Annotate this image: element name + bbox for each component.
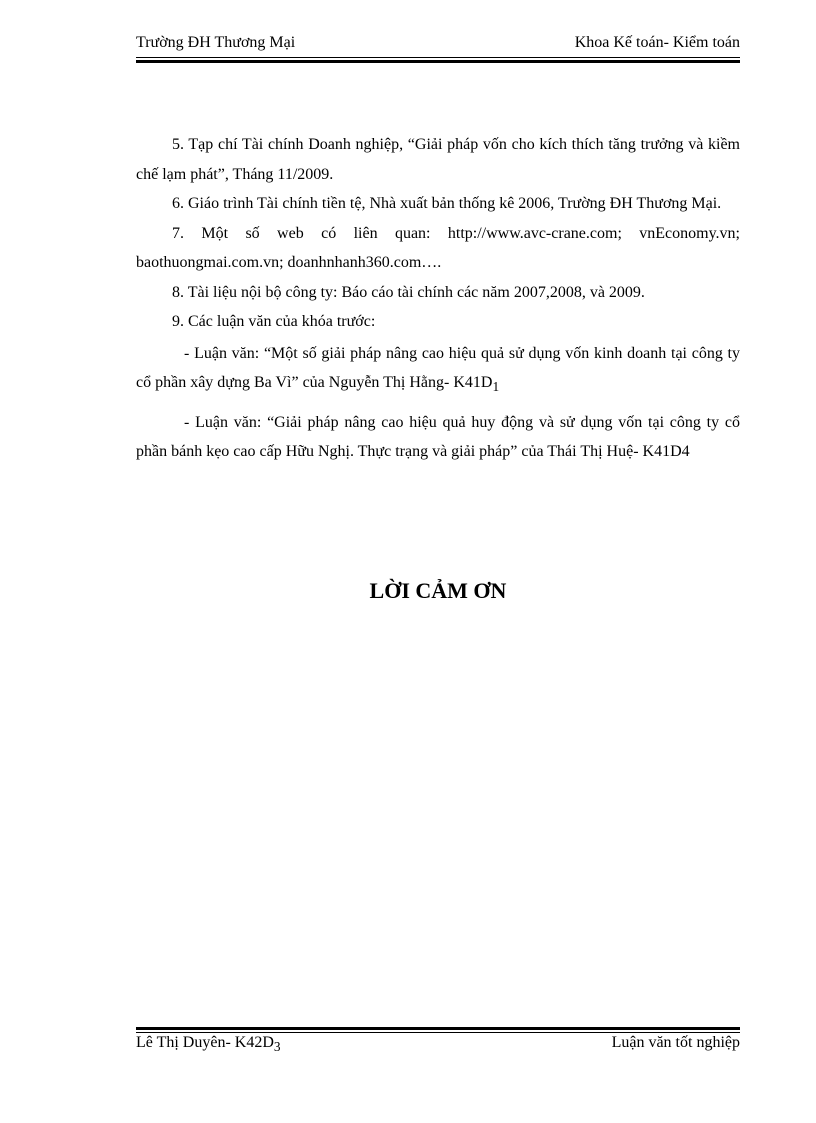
footer-author-text: Lê Thị Duyên- K42D — [136, 1034, 274, 1051]
footer-rule-thick — [136, 1027, 740, 1030]
thesis-item-1-text: - Luận văn: “Một số giải pháp nâng cao hiệu quả sử dụng vốn kinh doanh tại công ty cổ phần xây dựng Ba Vì” của Nguyễn Thị Hằng- K41D — [136, 344, 740, 391]
page-header — [136, 34, 740, 52]
header-department: Khoa Kế toán- Kiểm toán — [574, 34, 740, 51]
page-footer — [136, 1034, 740, 1055]
header-rule-thick — [136, 60, 740, 63]
footer-doc-type: Luận văn tốt nghiệp — [611, 1034, 740, 1051]
thesis-item-2: - Luận văn: “Giải pháp nâng cao hiệu quả huy động và sử dụng vốn tại công ty cổ phần bánh kẹo cao cấp Hữu Nghị. Thực trạng và giải pháp” của Thái Thị Huệ- K41D4 — [136, 413, 740, 461]
footer-rule-thin — [136, 1032, 740, 1033]
section-heading: LỜI CẢM ƠN — [369, 578, 507, 603]
thesis-item-1 — [136, 339, 740, 402]
reference-item-5: 5. Tạp chí Tài chính Doanh nghiệp, “Giải pháp vốn cho kích thích tăng trưởng và kiềm chế lạm phát”, Tháng 11/2009. — [136, 136, 740, 183]
footer-author — [136, 1034, 281, 1055]
header-rule-thin — [136, 57, 740, 58]
reference-item-6: 6. Giáo trình Tài chính tiền tệ, Nhà xuất bản thống kê 2006, Trường ĐH Thương Mại. — [172, 195, 722, 212]
reference-item-9: 9. Các luận văn của khóa trước: — [172, 313, 376, 330]
footer-author-subscript: 3 — [273, 1039, 281, 1055]
reference-item-8: 8. Tài liệu nội bộ công ty: Báo cáo tài chính các năm 2007,2008, và 2009. — [172, 283, 645, 301]
thesis-item-1-subscript: 1 — [492, 379, 500, 395]
header-school: Trường ĐH Thương Mại — [136, 34, 296, 51]
reference-list — [136, 130, 740, 467]
reference-item-7: 7. Một số web có liên quan: http://www.avc-crane.com; vnEconomy.vn; baothuongmai.com.vn; doanhnhanh360.com…. — [136, 224, 740, 271]
